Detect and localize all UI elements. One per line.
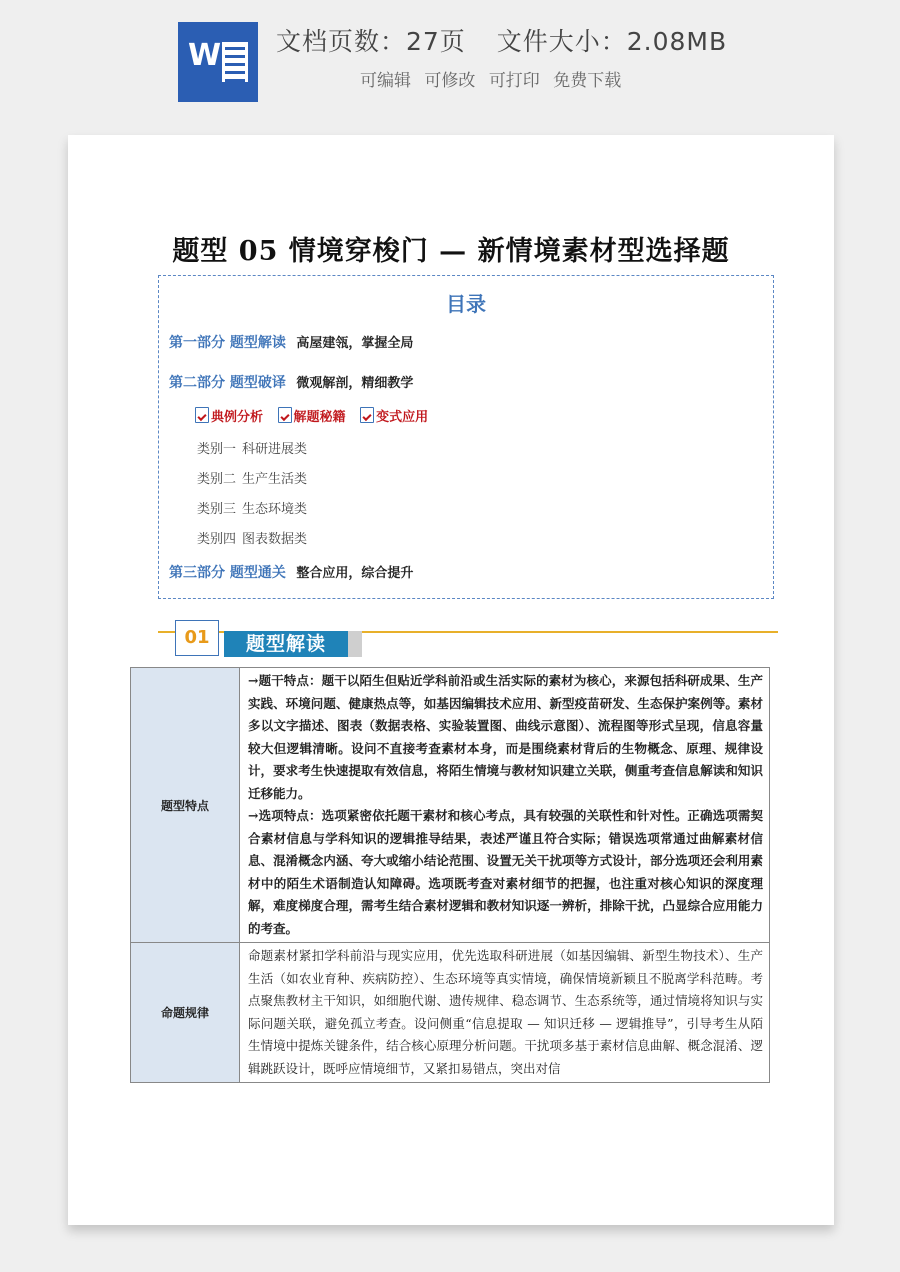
table-of-contents bbox=[158, 275, 774, 599]
section-number: 01 bbox=[175, 620, 219, 656]
row-label: 命题规律 bbox=[131, 943, 240, 1083]
feature-printable: 可打印 bbox=[488, 71, 540, 91]
feature-modifiable: 可修改 bbox=[424, 71, 476, 91]
page-count: 文档页数：27页 bbox=[276, 27, 466, 56]
toc-part-3[interactable] bbox=[169, 562, 413, 582]
document-check-icon bbox=[360, 407, 374, 423]
section-title: 题型解读 bbox=[224, 631, 348, 657]
row-content: 命题素材紧扣学科前沿与现实应用，优先选取科研进展（如基因编辑、新型生物技术）、生产生活（如农业育种、疾病防控）、生态环境等真实情境，确保情境新颖且不脱离学科范畴。考点聚焦教材主干知识，如细胞代谢、遗传规律、稳态调节、生态系统等，通过情境将知识与实际问题关联，避免孤立考查。设问侧重“信息提取 — 知识迁移 — 逻辑推导”，引导考生从陌生情境中提炼关键条件，结合核心原理分析问题。干扰项多基于素材信息曲解、概念混淆、逻辑跳跃设计，既呼应情境细节，又紧扣易错点，突出对信 bbox=[248, 948, 763, 1076]
toc-part-desc: 高屋建瓴，掌握全局 bbox=[296, 336, 414, 351]
word-document-icon: W bbox=[178, 22, 258, 102]
row-label: 题型特点 bbox=[131, 668, 240, 943]
document-check-icon bbox=[278, 407, 292, 423]
info-table bbox=[130, 667, 770, 1083]
toc-category-2[interactable]: 类别二 生产生活类 bbox=[197, 472, 308, 487]
toc-part-name: 第一部分 题型解读 bbox=[169, 335, 286, 351]
file-size: 文件大小：2.08MB bbox=[496, 27, 728, 56]
toc-tags bbox=[195, 406, 438, 425]
toc-tag-variants[interactable]: 变式应用 bbox=[360, 410, 428, 425]
toc-part-name: 第二部分 题型破译 bbox=[169, 375, 286, 391]
file-info bbox=[276, 22, 749, 58]
toc-category-3[interactable]: 类别三 生态环境类 bbox=[197, 502, 308, 517]
table-row bbox=[131, 668, 770, 943]
document-title: 题型 05 情境穿梭门 — 新情境素材型选择题 bbox=[172, 236, 730, 267]
row-content: →题干特点：题干以陌生但贴近学科前沿或生活实际的素材为核心，来源包括科研成果、生产实践、环境问题、健康热点等，如基因编辑技术应用、新型疫苗研发、生态保护案例等。素材多以文字描述、图表（数据表格、实验装置图、曲线示意图）、流程图等形式呈现，信息容量较大但逻辑清晰。设问不直接考查素材本身，而是围绕素材背后的生物概念、原理、规律设计，要求考生快速提取有效信息，将陌生情境与教材知识建立关联，侧重考查信息解读和知识迁移能力。 →选项特点：选项紧密依托题干素材和核心考点，具有较强的关联性和针对性。正确选项需契合素材信息与学科知识的逻辑推导结果，表述严谨且符合实际；错误选项常通过曲解素材信息、混淆概念内涵、夸大或缩小结论范围、设置无关干扰项等方式设计，部分选项还会利用素材中的陌生术语制造认知障碍。选项既考查对素材细节的把握，也注重对核心知识的深度理解，难度梯度合理，需考生结合素材逻辑和教材知识逐一辨析，排除干扰，凸显综合应用能力的考查。 bbox=[240, 668, 770, 943]
toc-part-desc: 整合应用，综合提升 bbox=[296, 566, 414, 581]
toc-part-name: 第三部分 题型通关 bbox=[169, 565, 286, 581]
document-page bbox=[68, 135, 834, 1225]
toc-part-1[interactable] bbox=[169, 332, 413, 352]
table-row bbox=[131, 943, 770, 1083]
toc-tag-examples[interactable]: 典例分析 bbox=[195, 410, 263, 425]
toc-tag-tips[interactable]: 解题秘籍 bbox=[278, 410, 346, 425]
row-content-cell bbox=[240, 943, 770, 1083]
toc-category-1[interactable]: 类别一 科研进展类 bbox=[197, 442, 308, 457]
feature-editable: 可编辑 bbox=[360, 71, 411, 91]
document-check-icon bbox=[195, 407, 209, 423]
toc-part-2[interactable] bbox=[169, 372, 413, 392]
feature-free-download: 免费下载 bbox=[553, 71, 622, 91]
toc-title: 目录 bbox=[446, 292, 486, 316]
feature-list bbox=[360, 66, 629, 91]
download-header bbox=[0, 0, 900, 120]
section-title-shadow bbox=[348, 631, 362, 657]
toc-category-4[interactable]: 类别四 图表数据类 bbox=[197, 532, 308, 547]
toc-part-desc: 微观解剖，精细教学 bbox=[296, 376, 414, 391]
